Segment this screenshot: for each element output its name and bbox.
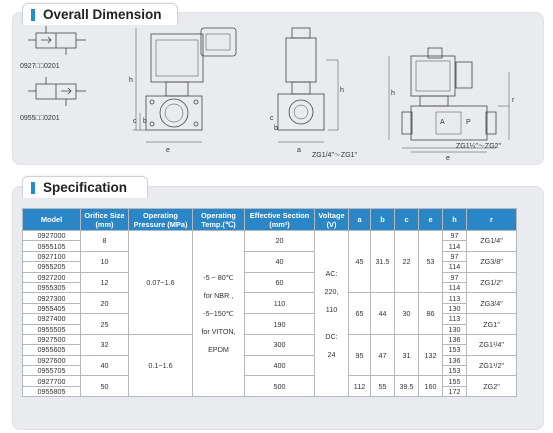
model-cell: 0955105 xyxy=(23,241,81,251)
voltage-cell xyxy=(315,231,349,397)
col-r: r xyxy=(467,209,517,231)
h-cell: 97 xyxy=(443,251,467,261)
orifice-cell: 40 xyxy=(81,355,129,376)
r-cell: ZG2" xyxy=(467,376,517,397)
orifice-cell: 25 xyxy=(81,314,129,335)
voltage-line: AC: xyxy=(325,268,338,278)
c-cell: 39.5 xyxy=(395,376,419,397)
model-cell: 0927400 xyxy=(23,314,81,324)
col-h: h xyxy=(443,209,467,231)
temp-line: for NBR , xyxy=(203,291,234,301)
table-row xyxy=(23,355,517,365)
section-marker xyxy=(31,182,35,194)
r-cell: ZG1/4" xyxy=(467,231,517,252)
r-cell: ZG3/4" xyxy=(467,293,517,314)
model-label-0955: 0955□□0201 xyxy=(20,115,60,122)
b-cell: 47 xyxy=(371,334,395,376)
thread-range-large-visible: ZG1¼"～ZG2" xyxy=(456,143,502,150)
dim-e-label: e xyxy=(166,147,170,154)
e-cell: 53 xyxy=(419,231,443,293)
section-cell: 40 xyxy=(245,251,315,272)
orifice-cell: 50 xyxy=(81,376,129,397)
e-cell: 86 xyxy=(419,293,443,335)
h-cell: 114 xyxy=(443,241,467,251)
voltage-line: 220, xyxy=(324,286,339,296)
dim-c2-label: c xyxy=(270,115,274,122)
section-cell: 60 xyxy=(245,272,315,293)
dim-h-label: h xyxy=(129,77,133,84)
pressure-cell: 0.07~1.6 xyxy=(129,231,193,335)
orifice-cell: 12 xyxy=(81,272,129,293)
a-cell: 112 xyxy=(349,376,371,397)
specification-table xyxy=(22,208,517,397)
table-row xyxy=(23,376,517,386)
e-cell: 160 xyxy=(419,376,443,397)
h-cell: 114 xyxy=(443,262,467,272)
col-temp: Operating Temp.(℃) xyxy=(193,209,245,231)
r-cell: ZG3/8" xyxy=(467,251,517,272)
col-b: b xyxy=(371,209,395,231)
col-e: e xyxy=(419,209,443,231)
model-cell: 0927200 xyxy=(23,272,81,282)
valve-symbol-no xyxy=(28,77,86,106)
section-cell: 20 xyxy=(245,231,315,252)
h-cell: 97 xyxy=(443,272,467,282)
model-cell: 0955505 xyxy=(23,324,81,334)
h-cell: 153 xyxy=(443,345,467,355)
col-a: a xyxy=(349,209,371,231)
port-a-label: A xyxy=(440,119,445,126)
model-cell: 0927000 xyxy=(23,231,81,241)
b-cell: 31.5 xyxy=(371,231,395,293)
h-cell: 172 xyxy=(443,386,467,396)
a-cell: 65 xyxy=(349,293,371,335)
model-cell: 0927700 xyxy=(23,376,81,386)
dim-a-label: a xyxy=(297,147,301,154)
h-cell: 136 xyxy=(443,355,467,365)
table-header-row xyxy=(23,209,517,231)
section-cell: 300 xyxy=(245,334,315,355)
overall-dimension-title: Overall Dimension xyxy=(43,7,162,22)
temp-cell xyxy=(193,231,245,397)
c-cell: 31 xyxy=(395,334,419,376)
port-p-label: P xyxy=(466,119,471,126)
model-cell: 0927300 xyxy=(23,293,81,303)
orifice-cell: 10 xyxy=(81,251,129,272)
c-cell: 30 xyxy=(395,293,419,335)
model-cell: 0927100 xyxy=(23,251,81,261)
model-cell: 0955405 xyxy=(23,303,81,313)
c-cell: 22 xyxy=(395,231,419,293)
model-cell: 0955305 xyxy=(23,282,81,292)
r-cell: ZG1/2" xyxy=(467,272,517,293)
a-cell: 45 xyxy=(349,231,371,293)
dim-c-label: c xyxy=(133,118,137,125)
thread-range-small: ZG1/4"～ZG1" xyxy=(312,152,358,159)
table-row xyxy=(23,334,517,344)
col-orifice: Orifice Size (mm) xyxy=(81,209,129,231)
table-row xyxy=(23,293,517,303)
table-row xyxy=(23,251,517,261)
r-cell: ZG1" xyxy=(467,314,517,335)
temp-line: -5~150℃ xyxy=(203,309,234,319)
voltage-line: 110 xyxy=(325,304,338,314)
h-cell: 114 xyxy=(443,282,467,292)
temp-line: for VITON, xyxy=(201,327,236,337)
temp-line: -5 ~ 80℃ xyxy=(203,273,234,283)
h-cell: 130 xyxy=(443,324,467,334)
model-cell: 0955705 xyxy=(23,366,81,376)
b-cell: 55 xyxy=(371,376,395,397)
specification-title: Specification xyxy=(43,180,128,195)
col-pressure: Operating Pressure (MPa) xyxy=(129,209,193,231)
col-section: Effective Section (mm²) xyxy=(245,209,315,231)
h-cell: 153 xyxy=(443,366,467,376)
section-cell: 110 xyxy=(245,293,315,314)
orifice-cell: 20 xyxy=(81,293,129,314)
dim-b-label: b xyxy=(143,118,147,125)
h-cell: 136 xyxy=(443,334,467,344)
model-cell: 0955605 xyxy=(23,345,81,355)
pressure-cell: 0.1~1.6 xyxy=(129,334,193,396)
h-cell: 113 xyxy=(443,293,467,303)
dim-r-label: r xyxy=(512,97,515,104)
dim-e2-label: e xyxy=(446,155,450,162)
r-cell: ZG1¹/2" xyxy=(467,355,517,376)
table-row xyxy=(23,272,517,282)
dimension-drawings xyxy=(16,20,540,164)
orifice-cell: 8 xyxy=(81,231,129,252)
col-c: c xyxy=(395,209,419,231)
e-cell: 132 xyxy=(419,334,443,376)
h-cell: 130 xyxy=(443,303,467,313)
h-cell: 97 xyxy=(443,231,467,241)
table-row xyxy=(23,314,517,324)
col-voltage: Voltage (V) xyxy=(315,209,349,231)
voltage-line: 24 xyxy=(327,349,336,359)
model-cell: 0927500 xyxy=(23,334,81,344)
dim-b2-label: b xyxy=(274,125,278,132)
table-row xyxy=(23,231,517,241)
model-cell: 0955805 xyxy=(23,386,81,396)
section-cell: 400 xyxy=(245,355,315,376)
a-cell: 95 xyxy=(349,334,371,376)
col-model: Model xyxy=(23,209,81,231)
specification-tab xyxy=(22,176,148,198)
h-cell: 155 xyxy=(443,376,467,386)
valve-front-view xyxy=(133,28,236,142)
section-marker xyxy=(31,9,35,21)
voltage-line: DC: xyxy=(325,331,338,341)
section-cell: 500 xyxy=(245,376,315,397)
valve-symbol-nc xyxy=(28,26,86,55)
b-cell: 44 xyxy=(371,293,395,335)
h-cell: 113 xyxy=(443,314,467,324)
dim-h2-label: h xyxy=(340,87,344,94)
model-cell: 0927600 xyxy=(23,355,81,365)
section-cell: 190 xyxy=(245,314,315,335)
model-cell: 0955205 xyxy=(23,262,81,272)
r-cell: ZG1¹/4" xyxy=(467,334,517,355)
orifice-cell: 32 xyxy=(81,334,129,355)
valve-side-view xyxy=(278,28,338,142)
model-label-0927: 0927□□0201 xyxy=(20,63,60,70)
dim-h3-label: h xyxy=(391,90,395,97)
temp-line: EPDM xyxy=(208,345,229,355)
